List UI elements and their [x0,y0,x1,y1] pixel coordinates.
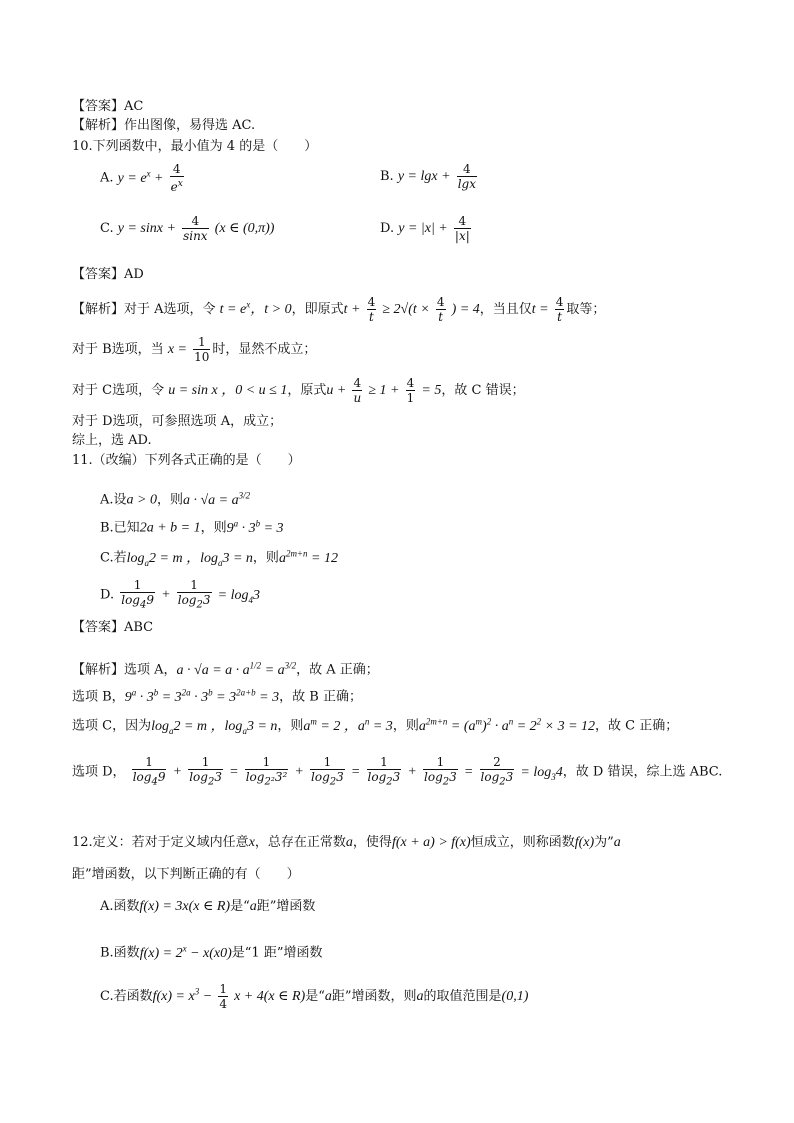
option-label: C. [100,221,114,236]
formula: $y = e^x$ + [117,167,164,186]
fraction: $\frac{4}{t}$ [367,295,376,324]
formula: y = sinx + [117,221,176,236]
q9-answer: 【答案】AC [72,99,144,114]
q10-analysis-4: 对于 D选项，可参照选项 A，成立； [72,414,283,429]
q11-stem: 11.（改编）下列各式正确的是（ ） [72,453,301,468]
fraction: $\frac{1}{\log_23}$ [367,755,401,788]
fraction: $\frac{1}{\log_23}$ [311,755,344,788]
q10-option-a [100,162,186,194]
q11-analysis-3: 选项 C，因为$\log_a2 = m$ ，$\log_a3 = n$，则$a^m = 2$ ，$a^n = 3$，则$a^{2m+n} = (a^m)^2 \cdot a^n = 2^2 \times 3 = 12$，故 C 正确； [72,716,679,736]
q11-analysis-2: 选项 B，$9^a \cdot 3^b = 3^{2a} \cdot 3^b = 3^{2a+b} = 3$，故 B 正确； [72,687,362,705]
option-label: A. [100,170,114,186]
q12-stem-line1: 12.定义：若对于定义域内任意x，总存在正常数a，使得f(x + a) > f(x)恒成立，则称函数f(x)为”a [72,835,621,850]
q10-option-b [380,162,479,191]
fraction: $\frac{4}{1}$ [406,376,415,405]
formula: y = |x| + [398,221,448,236]
formula: y = lgx + [397,169,451,184]
q10-analysis-2: 对于 B选项，当 x = $\frac{1}{10}$ 时，显然不成立； [72,335,317,364]
fraction: $\frac{1}{4}$ [219,982,227,1011]
q12-option-a: A.函数f(x) = 3x(x ∈ R)是“a距”增函数 [100,899,316,914]
formula: (x ∈ (0,π)) [214,221,275,236]
fraction: $\frac{4}{t}$ [555,295,564,324]
fraction: $\frac{2}{\log_23}$ [480,755,514,788]
q11-option-a: A.设a > 0，则$a \cdot √a = a^{3/2}$ [100,490,251,508]
q10-answer: 【答案】AD [72,267,144,282]
fraction: $\frac{1}{10}$ [194,335,210,364]
q10-analysis-3: 对于 C选项，令 u = sin x ，0 < u ≤ 1，原式u + $\frac{4}{u}$ ≥ 1 + $\frac{4}{1}$ = 5，故 C 错误； [72,376,525,405]
option-label: B. [380,169,394,184]
q11-answer: 【答案】ABC [72,620,154,635]
q11-option-c: C.若$\log_a2 = m$ ，$\log_a3 = n$，则$a^{2m+n} = 12$ [100,548,338,568]
q12-option-c: C.若函数$f(x) = x^3$ − $\frac{1}{4}$ x + 4(x ∈ R)是“a距”增函数，则a的取值范围是(0,1) [100,982,529,1011]
q10-analysis-1: 【解析】对于 A选项，令 $t = e^x$，t > 0，即原式t + $\frac{4}{t}$ ≥ 2√(t × $\frac{4}{t}$ ) = 4，当且仅t = $\frac{4}{t}$ 取等； [72,295,606,324]
q11-analysis-1: 【解析】选项 A，$a \cdot √a = a \cdot a^{1/2} = a^{3/2}$，故 A 正确； [72,660,379,678]
fraction: $\frac{1}{\log_49}$ [132,755,166,788]
fraction: $\frac{1}{\log_{2^2}3^2}$ [245,755,288,788]
fraction: $\frac{4}{t}$ [436,295,445,324]
fraction: $\frac{4}{e^x}$ [170,162,183,194]
fraction: $\frac{4}{\lg x}$ [457,162,476,191]
q11-option-d: D. $\frac{1}{\log_49}$ + $\frac{1}{\log_23}$ = $\log_43$ [100,578,260,611]
fraction: $\frac{1}{\log_23}$ [189,755,222,788]
q10-option-c [100,214,274,243]
option-label: D. [380,221,395,236]
fraction: $\frac{1}{\log_23}$ [424,755,457,788]
q10-option-d [380,214,473,243]
fraction: $\frac{1}{\log_49}$ [121,578,154,611]
q9-analysis: 【解析】作出图像，易得选 AC. [72,118,256,133]
fraction: $\frac{4}{\sin x}$ [183,214,208,243]
q12-stem-line2: 距”增函数，以下判断正确的有（ ） [72,867,300,882]
fraction: $\frac{4}{u}$ [353,376,362,405]
q12-option-b: B.函数$f(x) = 2^x - x(x0)$是“1 距”增函数 [100,943,323,961]
q11-option-b: B.已知2a + b = 1，则$9^a \cdot 3^b = 3$ [100,518,284,536]
fraction: $\frac{1}{\log_23}$ [177,578,211,611]
q11-analysis-4: 选项 D， $\frac{1}{\log_49}$ + $\frac{1}{\log_23}$ = $\frac{1}{\log_{2^2}3^2}$ + $\frac{1}{\log_23}$ = $\frac{1}{\log_23}$ + $\frac{1}{\log_23}$ = $\frac{2}{\log_23}$ = $\log_34$，故 D 错误，综上选 ABC. [72,755,723,788]
q10-stem: 10.下列函数中，最小值为 4 的是（ ） [72,139,318,154]
fraction: $\frac{4}{|x|}$ [454,214,470,243]
q10-analysis-5: 综上，选 AD. [72,433,152,448]
